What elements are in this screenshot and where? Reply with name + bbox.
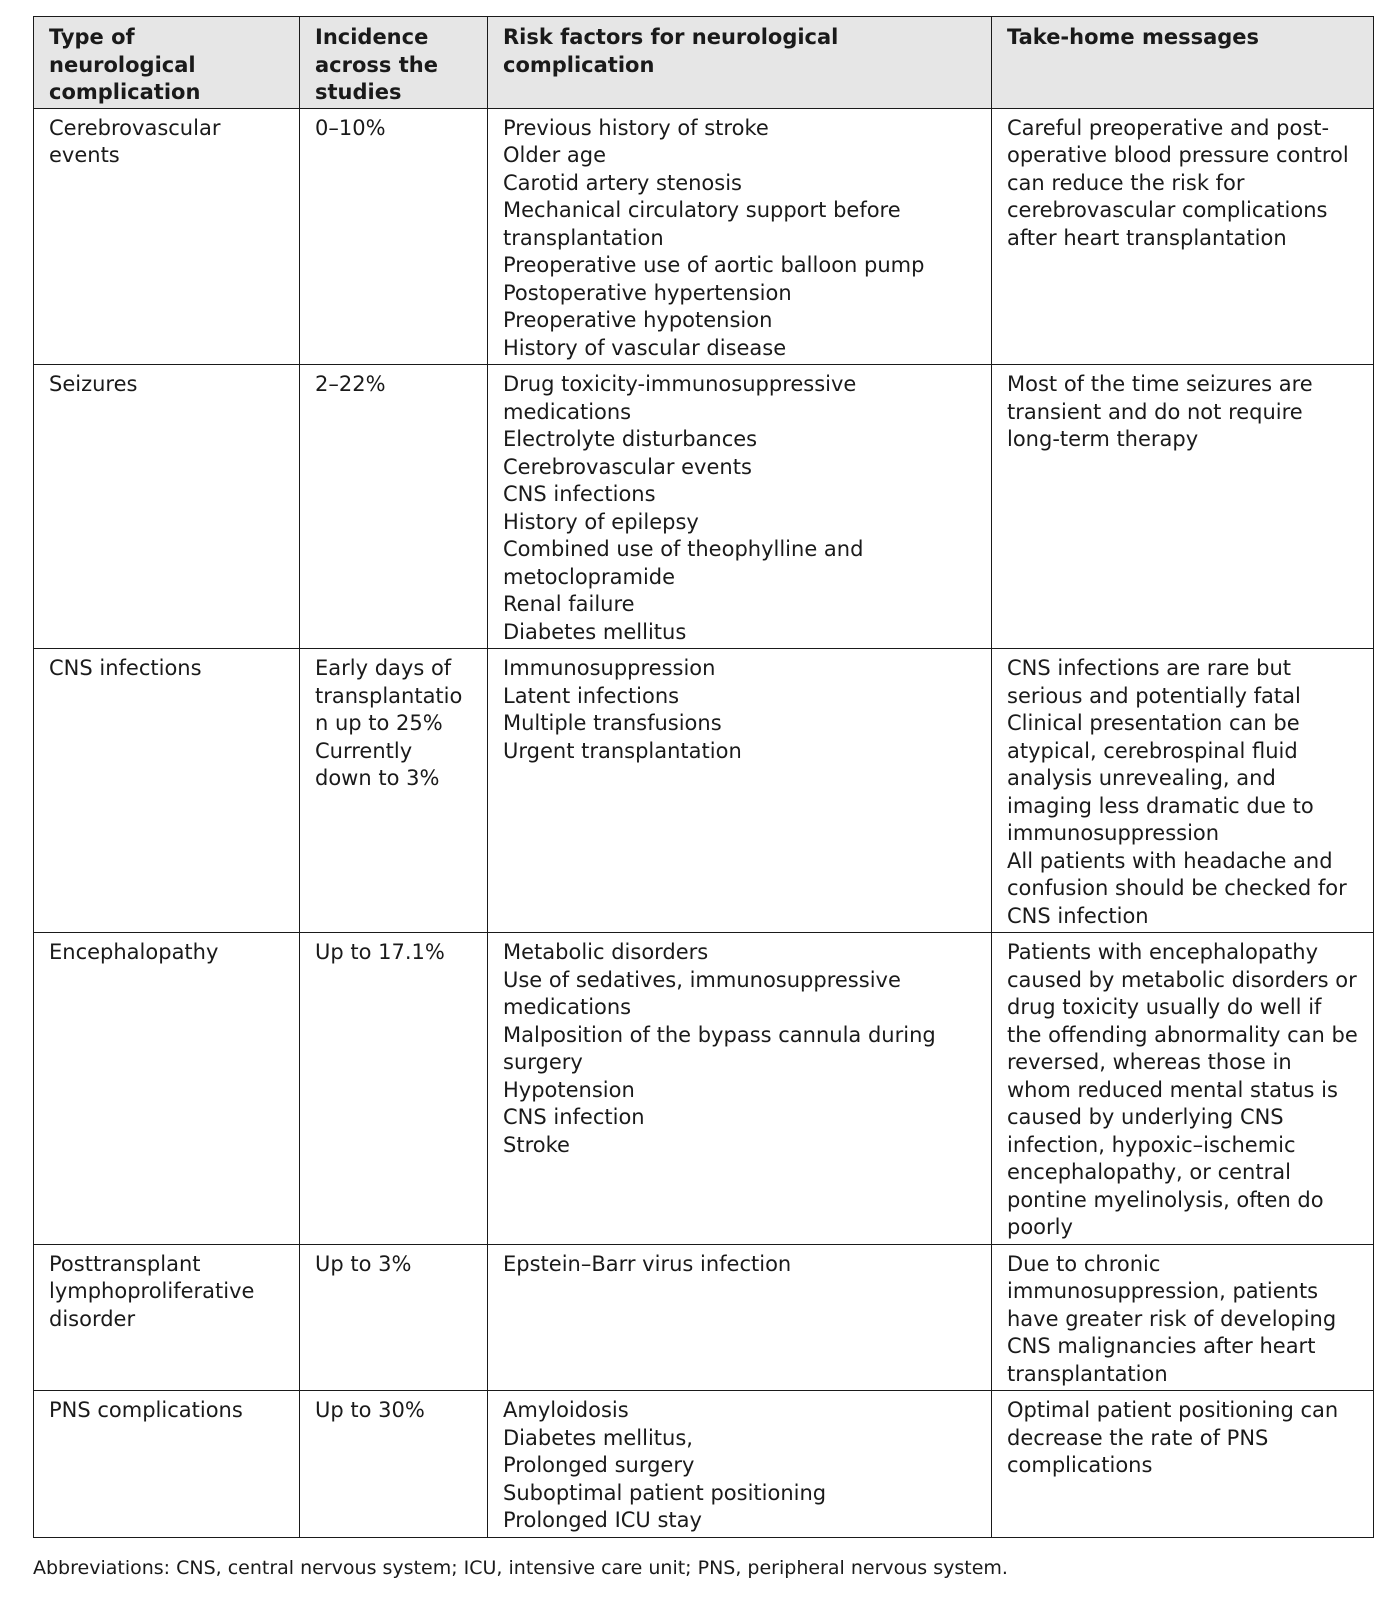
header-risk-factors: Risk factors for neurological complication	[488, 17, 992, 109]
cell-risk-factors	[488, 1391, 992, 1538]
cell-risk-factors	[488, 1244, 992, 1391]
cell-take-home	[992, 1244, 1374, 1391]
cell-risk-factors-line: Drug toxicity-immunosuppressive medications	[503, 372, 857, 424]
cell-take-home-line: Clinical presentation can be atypical, cerebrospinal fluid analysis unrevealing, and imaging less dramatic due to immunosuppression	[1007, 711, 1314, 845]
cell-risk-factors-line: Prolonged ICU stay	[503, 1508, 702, 1532]
cell-risk-factors-line: Electrolyte disturbances	[503, 427, 758, 451]
header-incidence: Incidence across the studies	[300, 17, 488, 109]
cell-risk-factors-line: Multiple transfusions	[503, 711, 722, 735]
cell-risk-factors-line: CNS infections	[503, 482, 656, 506]
cell-type: CNS infections	[34, 649, 300, 933]
cell-type: Encephalopathy	[34, 933, 300, 1245]
table-row	[34, 933, 1374, 1245]
table-row	[34, 365, 1374, 649]
cell-take-home	[992, 365, 1374, 649]
table-body	[34, 108, 1374, 1537]
cell-incidence	[300, 649, 488, 933]
cell-risk-factors-line: Previous history of stroke	[503, 115, 769, 140]
cell-risk-factors-line: Epstein–Barr virus infection	[503, 1251, 792, 1276]
cell-risk-factors-line: Stroke	[503, 1132, 570, 1157]
cell-incidence	[300, 933, 488, 1245]
cell-risk-factors-line: Older age	[503, 143, 607, 167]
cell-risk-factors-line: Hypotension	[503, 1077, 635, 1102]
cell-risk-factors-line: Mechanical circulatory support before transplantation	[503, 198, 901, 250]
cell-take-home-line: Due to chronic immunosuppression, patients have greater risk of developing CNS malignancies after heart transplantation	[1007, 1251, 1337, 1386]
cell-risk-factors-line: Suboptimal patient positioning	[503, 1480, 827, 1505]
cell-risk-factors-line: Preoperative use of aortic balloon pump	[503, 253, 925, 277]
cell-take-home-line: Optimal patient positioning can decrease the rate of PNS complications	[1007, 1398, 1339, 1477]
cell-take-home	[992, 649, 1374, 933]
cell-risk-factors-line: Diabetes mellitus	[503, 619, 687, 644]
cell-risk-factors-line: History of epilepsy	[503, 509, 699, 534]
table-row	[34, 1244, 1374, 1391]
cell-risk-factors-line: Use of sedatives, immunosuppressive medications	[503, 967, 901, 1019]
cell-incidence-line: Up to 30%	[315, 1398, 425, 1422]
cell-risk-factors-line: Carotid artery stenosis	[503, 170, 742, 195]
cell-risk-factors-line: Malposition of the bypass cannula during surgery	[503, 1022, 936, 1074]
cell-risk-factors	[488, 933, 992, 1245]
cell-risk-factors-line: Latent infections	[503, 683, 680, 708]
header-take-home: Take-home messages	[992, 17, 1374, 109]
cell-incidence	[300, 365, 488, 649]
cell-incidence-line: Currently down to 3%	[315, 738, 440, 790]
cell-incidence-line: Up to 3%	[315, 1251, 412, 1276]
cell-take-home-line: Careful preoperative and post-operative blood pressure control can reduce the risk for cerebrovascular complications after heart transplantation	[1007, 115, 1349, 250]
cell-take-home-line: All patients with headache and confusion should be checked for CNS infection	[1007, 848, 1347, 928]
cell-take-home	[992, 933, 1374, 1245]
footnote: Abbreviations: CNS, central nervous system; ICU, intensive care unit; PNS, peripheral nervous system.	[33, 1557, 1008, 1579]
cell-incidence	[300, 1244, 488, 1391]
cell-risk-factors-line: Amyloidosis	[503, 1398, 629, 1422]
cell-risk-factors-line: Preoperative hypotension	[503, 308, 773, 332]
cell-incidence	[300, 108, 488, 365]
cell-risk-factors	[488, 649, 992, 933]
cell-incidence-line: 0–10%	[315, 115, 386, 140]
cell-incidence-line: 2–22%	[315, 372, 386, 396]
cell-incidence-line: Up to 17.1%	[315, 940, 445, 964]
cell-risk-factors-line: CNS infection	[503, 1105, 645, 1129]
cell-risk-factors-line: Renal failure	[503, 592, 635, 616]
cell-risk-factors-line: History of vascular disease	[503, 335, 787, 360]
cell-risk-factors-line: Urgent transplantation	[503, 738, 742, 763]
cell-type: Posttransplant lymphoproliferative disorder	[34, 1244, 300, 1391]
cell-type: Cerebrovascular events	[34, 108, 300, 365]
cell-risk-factors-line: Combined use of theophylline and metoclopramide	[503, 537, 864, 589]
cell-incidence-line: Early days of transplantation up to 25%	[315, 656, 463, 735]
cell-risk-factors	[488, 108, 992, 365]
cell-risk-factors	[488, 365, 992, 649]
cell-risk-factors-line: Postoperative hypertension	[503, 280, 792, 305]
table-row	[34, 1391, 1374, 1538]
table-row	[34, 649, 1374, 933]
table-row	[34, 108, 1374, 365]
cell-risk-factors-line: Prolonged surgery	[503, 1453, 695, 1477]
cell-risk-factors-line: Cerebrovascular events	[503, 454, 752, 479]
cell-risk-factors-line: Immunosuppression	[503, 656, 716, 680]
cell-incidence	[300, 1391, 488, 1538]
table-header-row	[34, 17, 1374, 109]
cell-take-home	[992, 1391, 1374, 1538]
cell-take-home-line: Most of the time seizures are transient and do not require long-term therapy	[1007, 372, 1313, 451]
cell-take-home-line: Patients with encephalopathy caused by metabolic disorders or drug toxicity usually do well if the offending abnormality can be reversed, whereas those in whom reduced mental status is caused by underlying CNS infection, hypoxic–ischemic encephalopathy, or central pontine myelinolysis, often do poorly	[1007, 940, 1358, 1239]
cell-take-home-line: CNS infections are rare but serious and potentially fatal	[1007, 656, 1301, 708]
header-type: Type of neurological complication	[34, 17, 300, 109]
neuro-complications-table	[33, 16, 1374, 1538]
cell-take-home	[992, 108, 1374, 365]
cell-risk-factors-line: Diabetes mellitus,	[503, 1425, 693, 1450]
cell-type: Seizures	[34, 365, 300, 649]
cell-risk-factors-line: Metabolic disorders	[503, 940, 709, 964]
cell-type: PNS complications	[34, 1391, 300, 1538]
